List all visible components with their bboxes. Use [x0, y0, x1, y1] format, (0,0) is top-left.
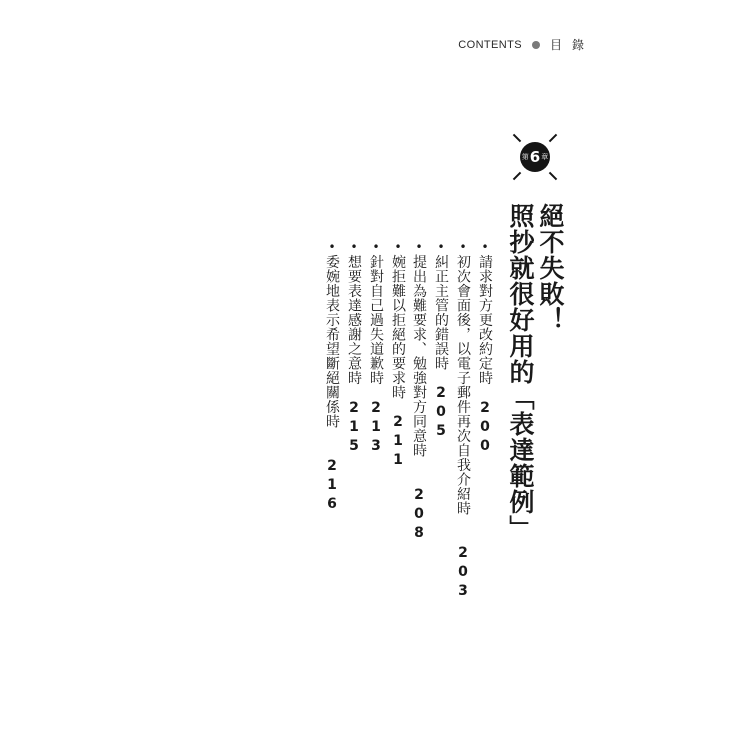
toc-entry-6[interactable]: [369, 240, 383, 457]
entry-title: 想要表達感謝之意時: [346, 254, 362, 385]
running-header: [458, 36, 594, 53]
bullet-icon: •: [456, 240, 470, 255]
bullet-icon: •: [391, 240, 405, 255]
contents-label: CONTENTS: [458, 38, 522, 51]
bullet-icon: •: [347, 240, 361, 255]
badge-ray-icon: [549, 172, 557, 180]
bullet-icon: •: [412, 240, 426, 255]
toc-entry-8[interactable]: [325, 240, 339, 515]
entry-title: 糾正主管的錯誤時: [433, 254, 449, 371]
badge-ray-icon: [513, 172, 521, 180]
bullet-icon: •: [325, 240, 339, 255]
bullet-icon: •: [369, 240, 383, 255]
entry-title: 針對自己過失道歉時: [368, 254, 384, 385]
entry-page: 208: [411, 486, 427, 544]
chapter-number-circle: [520, 142, 550, 172]
entry-gap: [368, 385, 384, 400]
entry-page: 215: [346, 399, 362, 457]
chapter-suffix: 章: [541, 152, 549, 161]
toc-entry-2[interactable]: [456, 240, 470, 602]
entry-page: 216: [324, 457, 340, 515]
entry-gap: [390, 400, 406, 415]
entry-gap: [455, 516, 471, 545]
badge-ray-icon: [513, 134, 521, 142]
chapter-title-line-2: 照抄就很好用的「表達範例」: [506, 203, 535, 541]
toc-entry-7[interactable]: [347, 240, 361, 457]
entry-gap: [433, 371, 449, 386]
chapter-prefix: 第: [521, 152, 529, 161]
entry-title: 婉拒難以拒絕的要求時: [390, 254, 406, 400]
entry-gap: [477, 385, 493, 400]
entry-title: 提出為難要求、勉強對方同意時: [411, 254, 427, 458]
toc-entry-3[interactable]: [434, 240, 448, 442]
toc-entry-5[interactable]: [391, 240, 405, 471]
bullet-icon: •: [434, 240, 448, 255]
chapter-number: 6: [529, 147, 541, 166]
entry-gap: [411, 458, 427, 487]
separator-dot-icon: [532, 41, 540, 49]
toc-entry-1[interactable]: [478, 240, 492, 457]
entry-title: 委婉地表示希望斷絕關係時: [324, 254, 340, 429]
entry-title: 請求對方更改約定時: [477, 254, 493, 385]
entry-page: 211: [390, 414, 406, 471]
badge-ray-icon: [549, 134, 557, 142]
entry-gap: [346, 385, 362, 400]
chapter-badge: [509, 131, 561, 183]
entry-page: 205: [433, 385, 449, 442]
chapter-title-line-1: 絕不失敗！: [536, 203, 565, 333]
entry-page: 203: [455, 544, 471, 602]
entry-title: 初次會面後，以電子郵件再次自我介紹時: [455, 254, 471, 516]
entry-page: 213: [368, 399, 384, 457]
toc-label: 目錄: [549, 38, 594, 52]
entry-page: 200: [477, 399, 493, 457]
entry-gap: [324, 429, 340, 458]
bullet-icon: •: [478, 240, 492, 255]
toc-entry-4[interactable]: [412, 240, 426, 544]
